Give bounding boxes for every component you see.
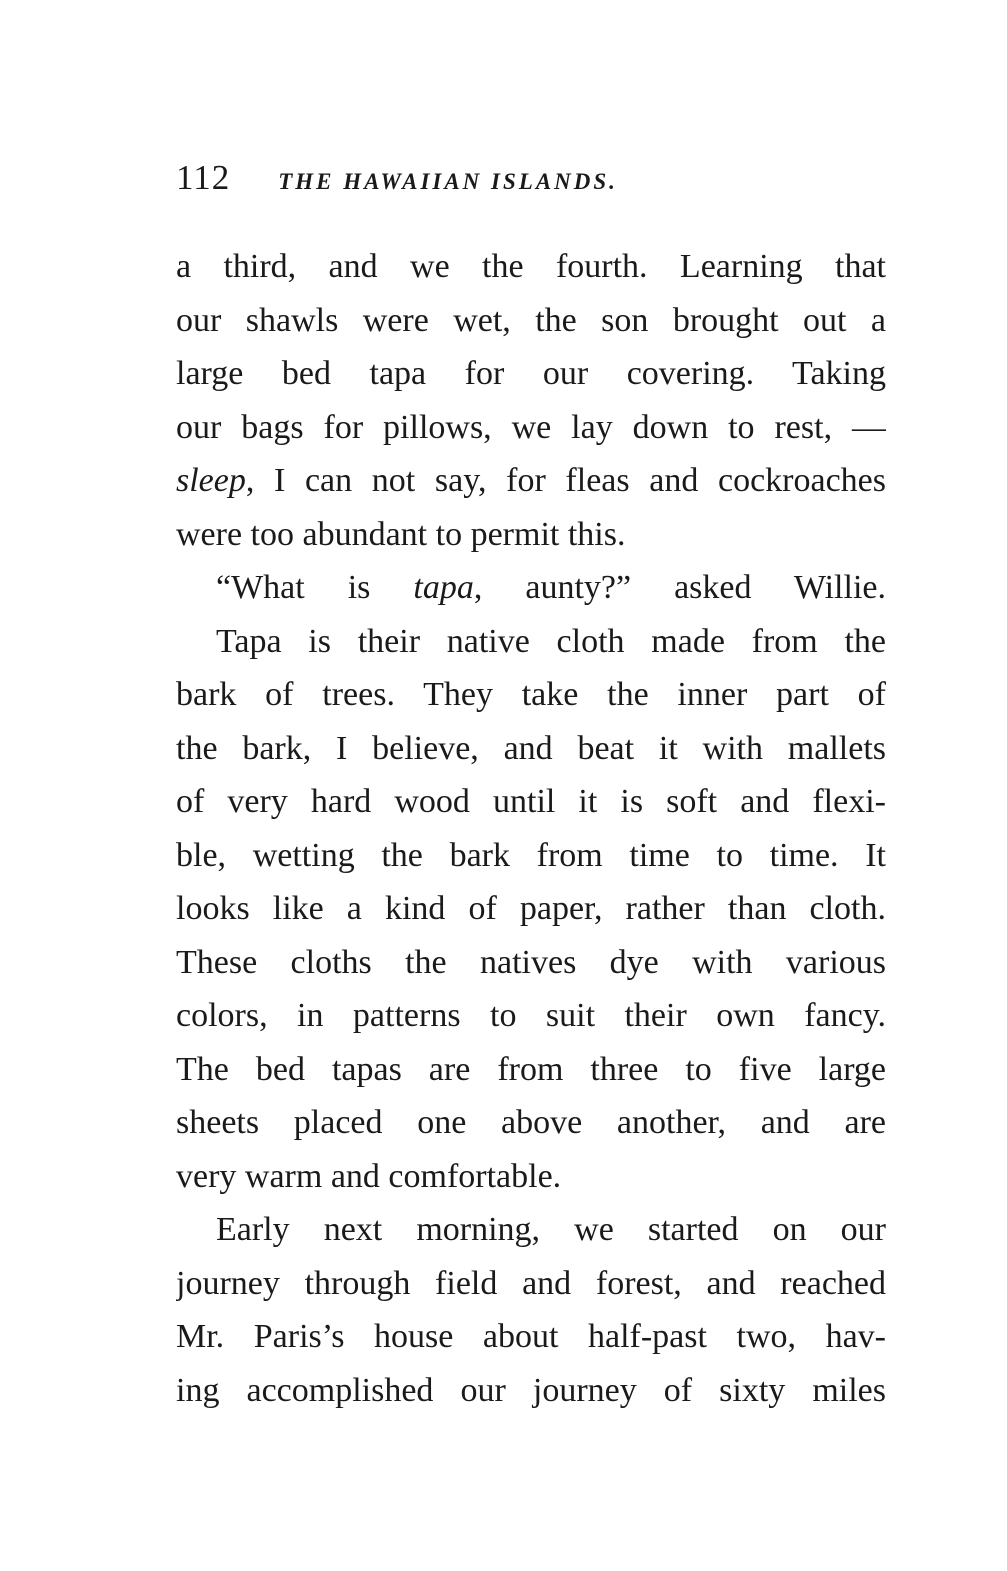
text-line: The bed tapas are from three to five large: [176, 1050, 886, 1088]
text-line: very warm and comfortable.: [176, 1157, 562, 1195]
text-line: journey through field and forest, and reached: [176, 1264, 886, 1302]
text-line: Tapa is their native cloth made from the: [216, 622, 886, 660]
text-line: Mr. Paris’s house about half-past two, hav-: [176, 1318, 886, 1355]
text-line: our shawls were wet, the son brought out a: [176, 301, 886, 339]
body-text: [176, 240, 886, 1417]
text-line: a third, and we the fourth. Learning that: [176, 248, 886, 285]
text-line: colors, in patterns to suit their own fancy.: [176, 997, 886, 1034]
text-line: sheets placed one above another, and are: [176, 1104, 886, 1141]
text-line: ble, wetting the bark from time to time. It: [176, 836, 886, 874]
page-number: 112: [176, 158, 231, 197]
text-line: “What is tapa, aunty?” asked Willie.: [216, 569, 886, 606]
text-line: large bed tapa for our covering. Taking: [176, 355, 886, 392]
text-line: of very hard wood until it is soft and flexi-: [176, 783, 886, 820]
text-line: ing accomplished our journey of sixty miles: [176, 1371, 886, 1409]
text-line: Early next morning, we started on our: [216, 1211, 886, 1248]
text-line: our bags for pillows, we lay down to rest, —: [176, 408, 886, 446]
page-header: [176, 158, 896, 208]
text-line: These cloths the natives dye with various: [176, 943, 886, 981]
text-line: looks like a kind of paper, rather than cloth.: [176, 890, 886, 927]
text-line: bark of trees. They take the inner part of: [176, 676, 886, 713]
text-line: were too abundant to permit this.: [176, 515, 626, 553]
running-title: THE HAWAIIAN ISLANDS.: [278, 169, 618, 194]
text-line: the bark, I believe, and beat it with mallets: [176, 729, 886, 767]
italic-word: sleep: [176, 462, 246, 499]
italic-word: tapa: [413, 569, 474, 606]
text-line: sleep, I can not say, for fleas and cockroaches: [176, 462, 886, 499]
